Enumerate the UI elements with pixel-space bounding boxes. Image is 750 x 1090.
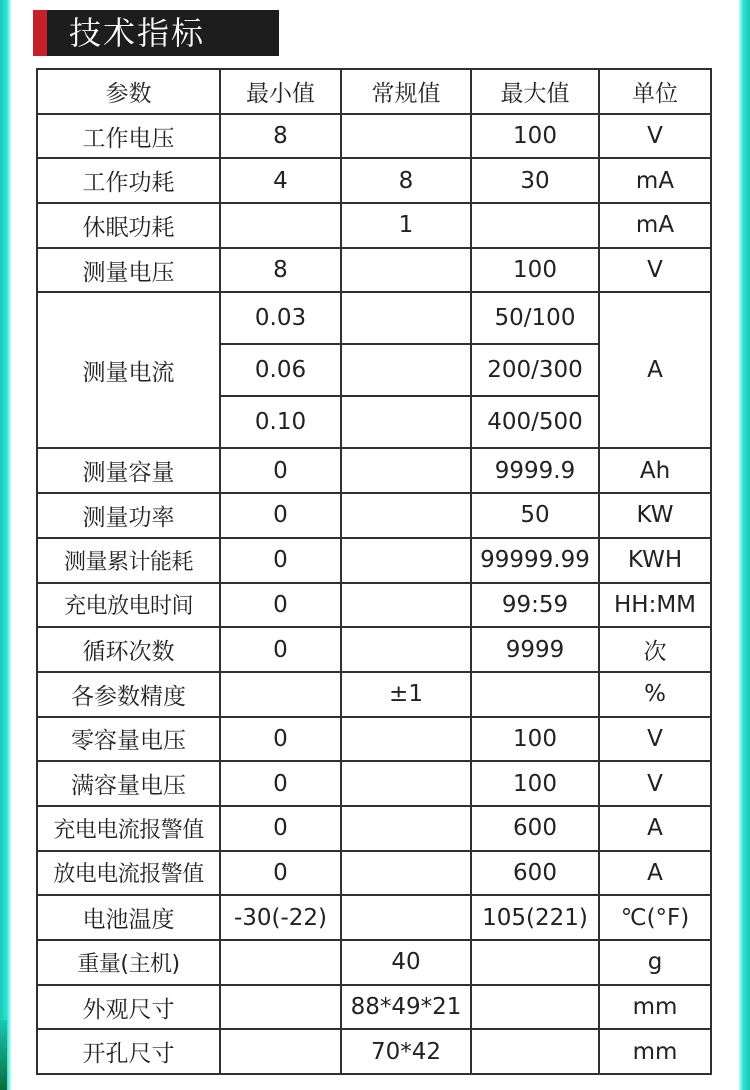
param-cell: 工作电压: [37, 114, 220, 159]
value-cell: 1: [341, 203, 471, 248]
table-row: [37, 158, 711, 203]
value-cell: 50/100: [471, 292, 599, 344]
value-cell: V: [599, 761, 711, 806]
value-cell: [220, 1029, 341, 1074]
value-cell: [341, 627, 471, 672]
value-cell: [341, 493, 471, 538]
table-row: [37, 851, 711, 896]
value-cell: 88*49*21: [341, 985, 471, 1030]
table-header-row: [37, 69, 711, 114]
table-row: [37, 717, 711, 762]
param-cell: 工作功耗: [37, 158, 220, 203]
value-cell: [341, 248, 471, 293]
param-cell: 充电电流报警值: [37, 806, 220, 851]
table-row: [37, 448, 711, 493]
param-cell: 重量(主机): [37, 940, 220, 985]
value-cell: A: [599, 806, 711, 851]
spec-table-body: [37, 69, 711, 1074]
param-cell: 各参数精度: [37, 672, 220, 717]
value-cell: [341, 448, 471, 493]
value-cell: 200/300: [471, 344, 599, 396]
value-cell: 0: [220, 627, 341, 672]
value-cell: 105(221): [471, 895, 599, 940]
value-cell: [341, 895, 471, 940]
param-cell: 外观尺寸: [37, 985, 220, 1030]
value-cell: %: [599, 672, 711, 717]
value-cell: mm: [599, 1029, 711, 1074]
value-cell: 8: [220, 114, 341, 159]
value-cell: g: [599, 940, 711, 985]
param-cell: 放电电流报警值: [37, 851, 220, 896]
value-cell: 8: [220, 248, 341, 293]
param-cell: 开孔尺寸: [37, 1029, 220, 1074]
value-cell: KWH: [599, 538, 711, 583]
value-cell: 8: [341, 158, 471, 203]
table-row: [37, 114, 711, 159]
value-cell: [341, 114, 471, 159]
value-cell: 99:59: [471, 583, 599, 628]
value-cell: 0: [220, 538, 341, 583]
value-cell: 9999: [471, 627, 599, 672]
value-cell: [220, 940, 341, 985]
value-cell: 600: [471, 851, 599, 896]
header-accent-bar: [33, 10, 47, 56]
param-cell: 满容量电压: [37, 761, 220, 806]
value-cell: [341, 292, 471, 344]
table-row: [37, 940, 711, 985]
value-cell: 4: [220, 158, 341, 203]
header-cell: 参数: [37, 69, 220, 114]
value-cell: [220, 672, 341, 717]
value-cell: [220, 985, 341, 1030]
header-cell: 最大值: [471, 69, 599, 114]
value-cell: [471, 940, 599, 985]
value-cell: [220, 203, 341, 248]
value-cell: 0: [220, 717, 341, 762]
table-row: [37, 985, 711, 1030]
value-cell: A: [599, 851, 711, 896]
param-cell: 休眠功耗: [37, 203, 220, 248]
value-cell: 0: [220, 806, 341, 851]
value-cell: 600: [471, 806, 599, 851]
value-cell: 100: [471, 248, 599, 293]
value-cell: 99999.99: [471, 538, 599, 583]
value-cell: 0: [220, 583, 341, 628]
value-cell: 0: [220, 493, 341, 538]
value-cell: [471, 672, 599, 717]
table-row: [37, 292, 711, 344]
value-cell: 100: [471, 114, 599, 159]
value-cell: HH:MM: [599, 583, 711, 628]
value-cell: mm: [599, 985, 711, 1030]
table-row: [37, 493, 711, 538]
header-cell: 常规值: [341, 69, 471, 114]
value-cell: [471, 203, 599, 248]
value-cell: mA: [599, 203, 711, 248]
value-cell: [341, 851, 471, 896]
param-cell: 循环次数: [37, 627, 220, 672]
value-cell: V: [599, 248, 711, 293]
table-row: [37, 761, 711, 806]
value-cell: 400/500: [471, 396, 599, 448]
param-cell: 测量电压: [37, 248, 220, 293]
value-cell: V: [599, 717, 711, 762]
unit-cell: A: [599, 292, 711, 448]
param-cell: 充电放电时间: [37, 583, 220, 628]
param-cell: 测量电流: [37, 292, 220, 448]
value-cell: [471, 985, 599, 1030]
spec-table: [36, 68, 712, 1075]
value-cell: 30: [471, 158, 599, 203]
table-row: [37, 895, 711, 940]
value-cell: 100: [471, 761, 599, 806]
section-header: [33, 10, 279, 56]
table-row: [37, 538, 711, 583]
value-cell: 次: [599, 627, 711, 672]
value-cell: 40: [341, 940, 471, 985]
value-cell: 70*42: [341, 1029, 471, 1074]
table-row: [37, 583, 711, 628]
value-cell: KW: [599, 493, 711, 538]
param-cell: 零容量电压: [37, 717, 220, 762]
value-cell: ℃(°F): [599, 895, 711, 940]
value-cell: mA: [599, 158, 711, 203]
value-cell: 100: [471, 717, 599, 762]
value-cell: 9999.9: [471, 448, 599, 493]
section-title: 技术指标: [69, 14, 206, 52]
header-cell: 最小值: [220, 69, 341, 114]
value-cell: [341, 583, 471, 628]
value-cell: [471, 1029, 599, 1074]
param-cell: 测量功率: [37, 493, 220, 538]
value-cell: 0.06: [220, 344, 341, 396]
value-cell: [341, 717, 471, 762]
value-cell: [341, 538, 471, 583]
table-row: [37, 203, 711, 248]
param-cell: 测量累计能耗: [37, 538, 220, 583]
value-cell: V: [599, 114, 711, 159]
param-cell: 测量容量: [37, 448, 220, 493]
value-cell: 0.10: [220, 396, 341, 448]
header-cell: 单位: [599, 69, 711, 114]
param-cell: 电池温度: [37, 895, 220, 940]
value-cell: 50: [471, 493, 599, 538]
value-cell: [341, 806, 471, 851]
table-row: [37, 672, 711, 717]
value-cell: [341, 396, 471, 448]
value-cell: 0: [220, 448, 341, 493]
value-cell: 0: [220, 761, 341, 806]
value-cell: -30(-22): [220, 895, 341, 940]
value-cell: [341, 344, 471, 396]
value-cell: ±1: [341, 672, 471, 717]
table-row: [37, 1029, 711, 1074]
value-cell: Ah: [599, 448, 711, 493]
value-cell: [341, 761, 471, 806]
table-row: [37, 248, 711, 293]
value-cell: 0: [220, 851, 341, 896]
table-row: [37, 627, 711, 672]
table-row: [37, 806, 711, 851]
side-decoration: [0, 1020, 7, 1090]
value-cell: 0.03: [220, 292, 341, 344]
